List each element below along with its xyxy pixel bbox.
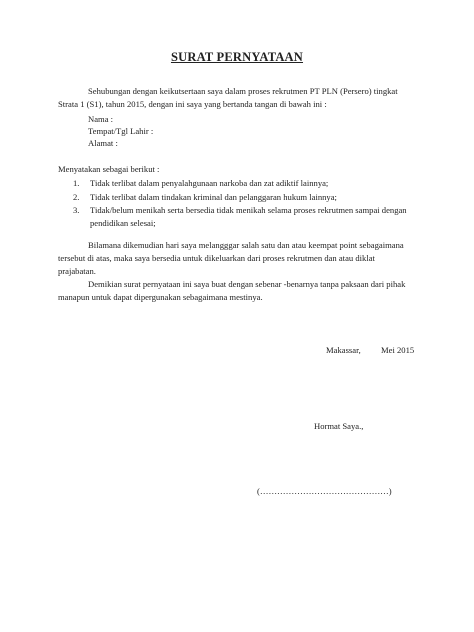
paragraph-3-line-1: Demikian surat pernyataan ini saya buat dengan sebenar -benarnya tanpa paksaan dari pihak (88, 279, 406, 289)
intro-line-2: Strata 1 (S1), tahun 2015, dengan ini saya yang bertanda tangan di bawah ini : (58, 99, 327, 109)
point-text: Tidak terlibat dalam tindakan kriminal dan pelanggaran hukum lainnya; (90, 192, 337, 202)
paragraph-3-line-2: manapun untuk dapat dipergunakan sebagaimana mestinya. (58, 292, 263, 302)
paragraph-2-line-1: Bilamana dikemudian hari saya melangggar salah satu dan atau keempat point sebagaimana (88, 240, 404, 250)
point-number: 3. (73, 205, 80, 215)
intro-line-1: Sehubungan dengan keikutsertaan saya dalam proses rekrutmen PT PLN (Persero) tingkat (88, 86, 398, 96)
point-number: 1. (73, 178, 80, 188)
closing-salutation: Hormat Saya., (314, 421, 364, 431)
signature-line: (………………………………………) (257, 486, 392, 496)
point-number: 2. (73, 192, 80, 202)
place: Makassar, (326, 345, 361, 355)
field-alamat: Alamat : (88, 138, 118, 148)
field-nama: Nama : (88, 114, 114, 124)
paragraph-2-line-2: tersebut di atas, maka saya bersedia untuk dikeluarkan dari proses rekrutmen dan atau diklat (58, 253, 375, 263)
document-title: SURAT PERNYATAAN (170, 50, 304, 64)
statement-heading: Menyatakan sebagai berikut : (58, 164, 160, 174)
point-text: Tidak/belum menikah serta bersedia tidak menikah selama proses rekrutmen sampai dengan (90, 205, 407, 215)
paragraph-2-line-3: prajabatan. (58, 266, 96, 276)
field-tempat-tgl-lahir: Tempat/Tgl Lahir : (88, 126, 154, 136)
point-text: Tidak terlibat dalam penyalahgunaan narkoba dan zat adiktif lainnya; (90, 178, 329, 188)
point-text-continued: pendidikan selesai; (90, 218, 156, 228)
date: Mei 2015 (381, 345, 415, 355)
